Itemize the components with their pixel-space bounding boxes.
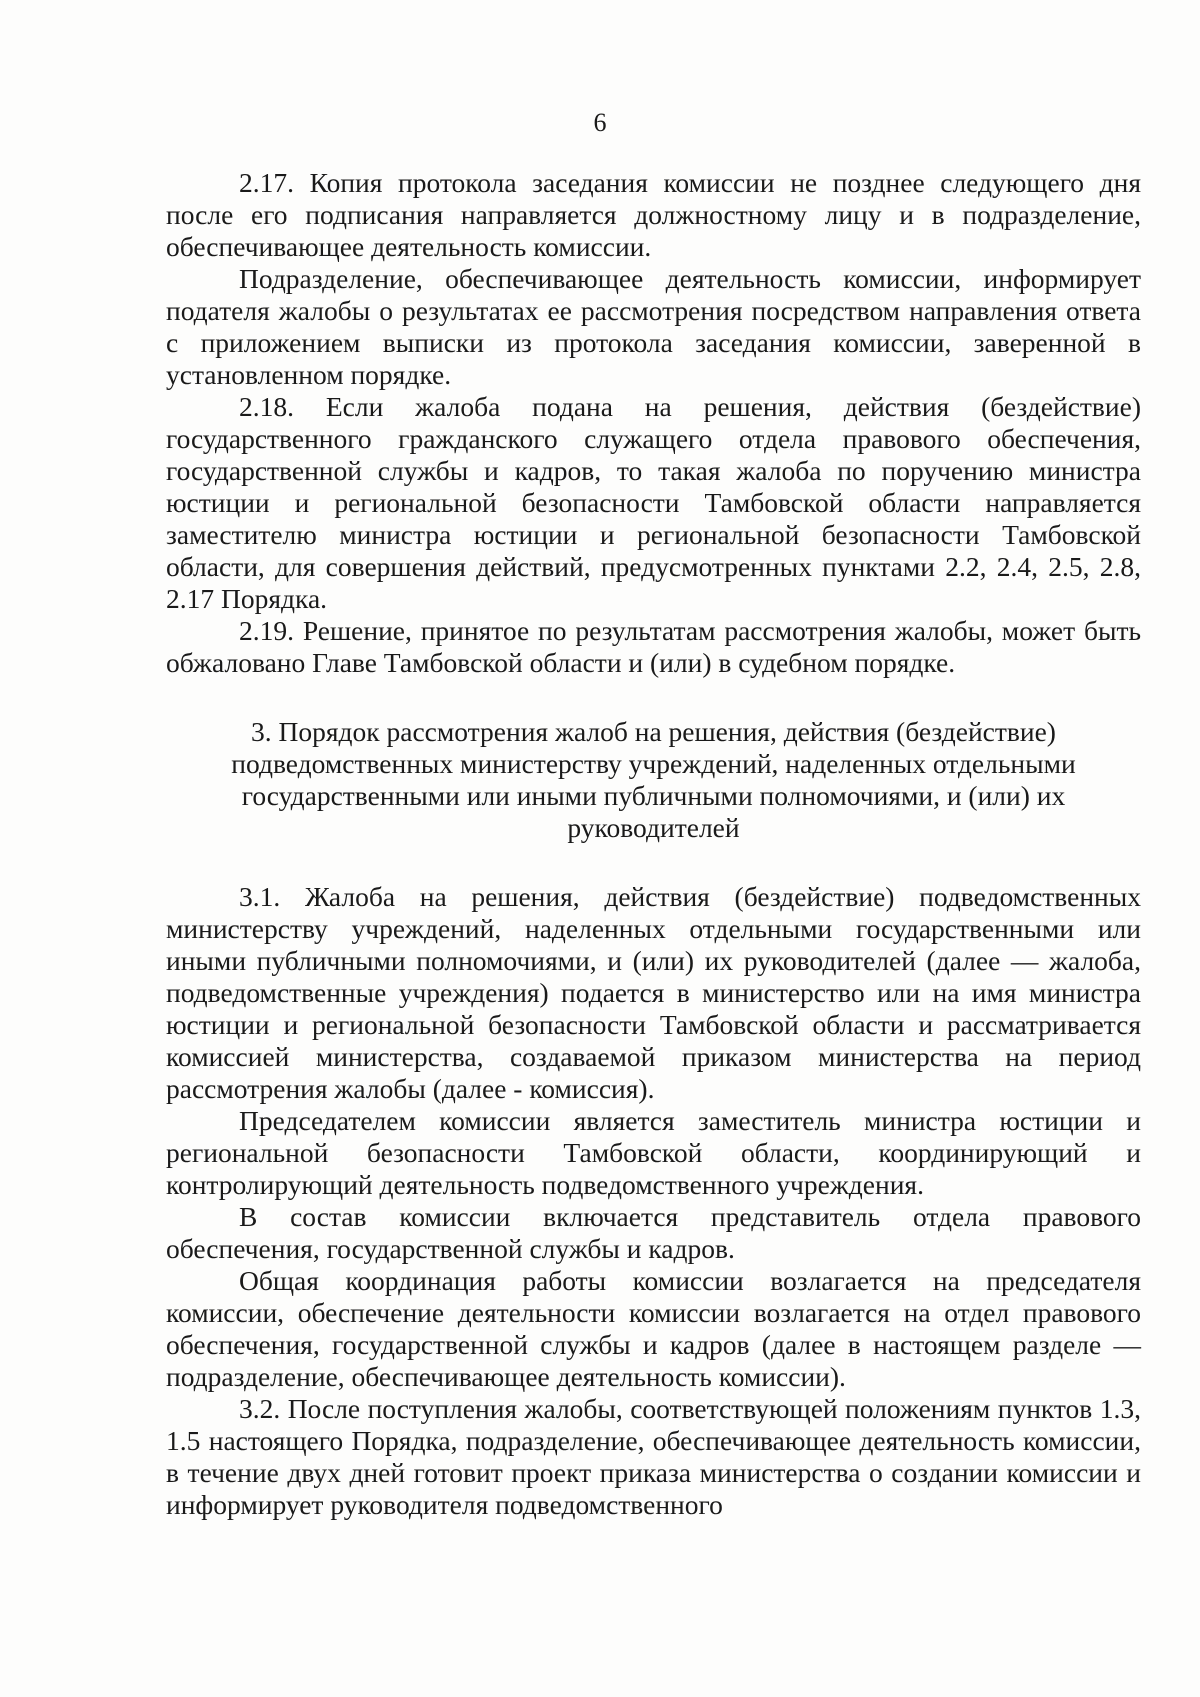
paragraph-3-2: 3.2. После поступления жалобы, соответствующей положениям пунктов 1.3, 1.5 настоящего Порядка, подразделение, обеспечивающее деятельность комиссии, в течение двух дней готовит проект приказа министерства о создании комиссии и информирует руководителя подведомственного bbox=[166, 1393, 1141, 1520]
paragraph-3-1-chairman: Председателем комиссии является заместитель министра юстиции и региональной безопасности Тамбовской области, координирующий и контролирующий деятельность подведомственного учреждения. bbox=[166, 1105, 1141, 1200]
paragraph-3-1-composition: В состав комиссии включается представитель отдела правового обеспечения, государственной службы и кадров. bbox=[166, 1201, 1141, 1264]
paragraph-2-18: 2.18. Если жалоба подана на решения, действия (бездействие) государственного гражданского служащего отдела правового обеспечения, государственной службы и кадров, то такая жалоба по поручению министра юстиции и региональной безопасности Тамбовской области направляется заместителю министра юстиции и региональной безопасности Тамбовской области, для совершения действий, предусмотренных пунктами 2.2, 2.4, 2.5, 2.8, 2.17 Порядка. bbox=[166, 391, 1141, 614]
paragraph-3-1-coordination: Общая координация работы комиссии возлагается на председателя комиссии, обеспечение деятельности комиссии возлагается на отдел правового обеспечения, государственной службы и кадров (далее в настоящем разделе — подразделение, обеспечивающее деятельность комиссии). bbox=[166, 1265, 1141, 1392]
paragraph-3-1: 3.1. Жалоба на решения, действия (бездействие) подведомственных министерству учреждений, наделенных отдельными государственными или иными публичными полномочиями, и (или) их руководителей (далее — жалоба, подведомственные учреждения) подается в министерство или на имя министра юстиции и региональной безопасности Тамбовской области и рассматривается комиссией министерства, создаваемой приказом министерства на период рассмотрения жалобы (далее - комиссия). bbox=[166, 881, 1141, 1104]
paragraph-2-19: 2.19. Решение, принятое по результатам рассмотрения жалобы, может быть обжаловано Главе Тамбовской области и (или) в судебном порядке. bbox=[166, 615, 1141, 678]
paragraph-2-17: 2.17. Копия протокола заседания комиссии не позднее следующего дня после его подписания направляется должностному лицу и в подразделение, обеспечивающее деятельность комиссии. bbox=[166, 167, 1141, 262]
paragraph-2-17-notice: Подразделение, обеспечивающее деятельность комиссии, информирует подателя жалобы о результатах ее рассмотрения посредством направления ответа с приложением выписки из протокола заседания комиссии, заверенной в установленном порядке. bbox=[166, 263, 1141, 390]
document-body bbox=[166, 167, 1141, 1521]
page-number: 6 bbox=[593, 108, 607, 137]
section-3-heading: 3. Порядок рассмотрения жалоб на решения, действия (бездействие) подведомственных министерству учреждений, наделенных отдельными государственными или иными публичными полномочиями, и (или) их руководителей bbox=[231, 716, 1076, 843]
